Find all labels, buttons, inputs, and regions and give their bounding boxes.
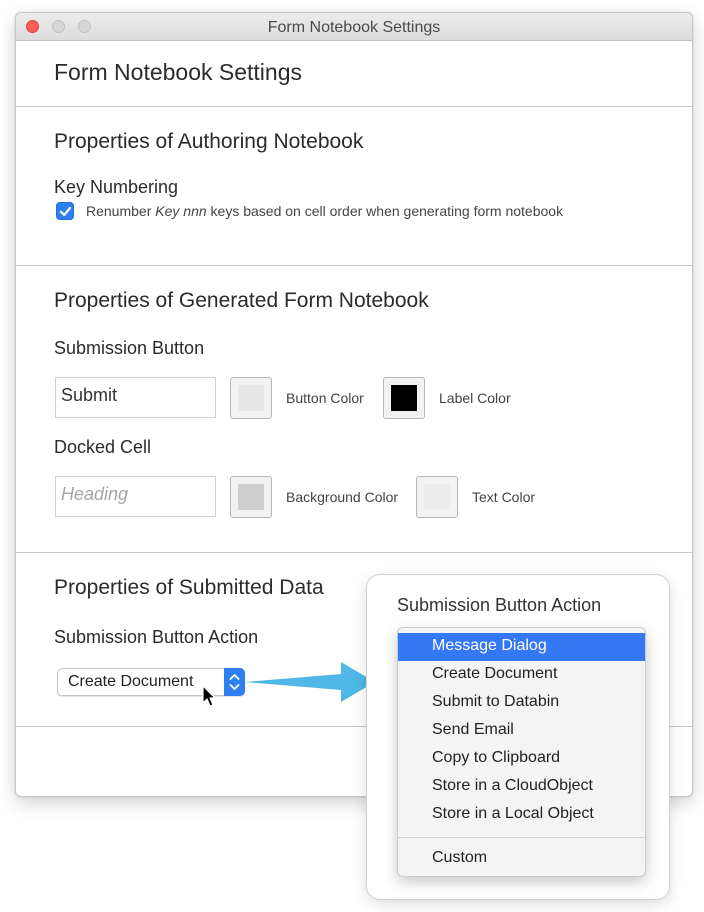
callout-arrow-icon [243, 660, 375, 704]
text-color-swatch[interactable] [416, 476, 458, 518]
renumber-keys-label: Renumber Key nnn keys based on cell order when generating form notebook [86, 203, 564, 219]
divider [16, 552, 692, 553]
renumber-keys-checkbox[interactable] [56, 202, 74, 220]
menu-item-custom[interactable]: Custom [432, 849, 488, 866]
button-color-swatch[interactable] [230, 377, 272, 419]
authoring-section-heading: Properties of Authoring Notebook [54, 130, 364, 153]
chevron-updown-icon [224, 668, 245, 696]
submission-action-value: Create Document [68, 673, 194, 690]
menu-item-store-local-object[interactable]: Store in a Local Object [432, 805, 594, 822]
menu-item-store-cloudobject[interactable]: Store in a CloudObject [432, 777, 593, 794]
popup-stepper[interactable] [224, 668, 245, 696]
button-color-label: Button Color [286, 390, 364, 406]
key-numbering-label: Key Numbering [54, 177, 179, 197]
submit-label-field[interactable]: Submit [55, 377, 216, 418]
window-title: Form Notebook Settings [267, 19, 441, 36]
text-color-label: Text Color [472, 489, 536, 505]
menu-item-message-dialog[interactable]: Message Dialog [398, 633, 645, 661]
callout-panel [366, 574, 670, 900]
button-color-fill [238, 385, 264, 411]
menu-item-send-email[interactable]: Send Email [432, 721, 514, 738]
label-color-fill [391, 385, 417, 411]
background-color-swatch[interactable] [230, 476, 272, 518]
page-title: Form Notebook Settings [54, 59, 303, 85]
divider [16, 265, 692, 266]
menu-item-copy-to-clipboard[interactable]: Copy to Clipboard [432, 749, 561, 766]
label-color-label: Label Color [439, 390, 511, 406]
menu-item-submit-to-databin[interactable]: Submit to Databin [432, 693, 560, 710]
background-color-fill [238, 484, 264, 510]
submission-action-label: Submission Button Action [54, 627, 259, 647]
label-color-swatch[interactable] [383, 377, 425, 419]
menu-separator [398, 837, 645, 838]
callout-title: Submission Button Action [397, 595, 602, 615]
submission-button-label: Submission Button [54, 338, 205, 358]
divider [16, 106, 692, 107]
generated-section-heading: Properties of Generated Form Notebook [54, 289, 429, 312]
text-color-fill [424, 484, 450, 510]
title-bar [16, 13, 692, 41]
menu-item-create-document[interactable]: Create Document [432, 665, 558, 682]
submitted-section-heading: Properties of Submitted Data [54, 576, 324, 599]
submission-action-menu [397, 627, 646, 877]
docked-cell-label: Docked Cell [54, 437, 152, 457]
background-color-label: Background Color [286, 489, 399, 505]
heading-field[interactable]: Heading [55, 476, 216, 517]
mouse-pointer-icon [202, 685, 218, 709]
checkmark-icon [59, 205, 72, 218]
